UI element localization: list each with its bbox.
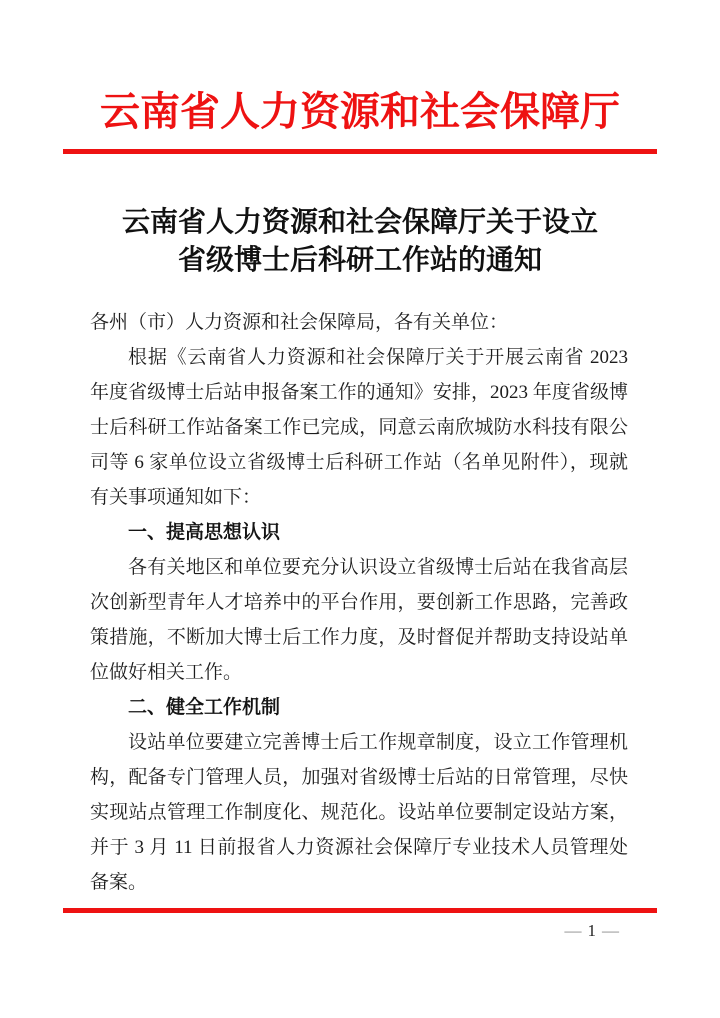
agency-masthead <box>0 0 720 132</box>
page-number <box>559 920 626 942</box>
page-number-dash-right: — <box>602 921 619 940</box>
masthead-divider <box>63 149 657 154</box>
section-2-paragraph: 设站单位要建立完善博士后工作规章制度，设立工作管理机构，配备专门管理人员，加强对省级博士后站的日常管理，尽快实现站点管理工作制度化、规范化。设站单位要制定设站方案，并于 3 月 11 日前报省人力资源社会保障厅专业技术人员管理处备案。 <box>90 732 628 893</box>
section-1-paragraph: 各有关地区和单位要充分认识设立省级博士后站在我省高层次创新型青年人才培养中的平台作用，要创新工作思路，完善政策措施，不断加大博士后工作力度，及时督促并帮助支持设站单位做好相关工作。 <box>90 557 628 683</box>
document-title <box>0 204 720 280</box>
section-2-heading: 二、健全工作机制 <box>128 697 281 718</box>
page-number-dash-left: — <box>564 921 582 940</box>
page-number-value: 1 <box>587 921 596 940</box>
footer-divider <box>63 908 657 913</box>
agency-name: 云南省人力资源和社会保障厅 <box>100 89 620 134</box>
salutation: 各州（市）人力资源和社会保障局，各有关单位： <box>90 312 509 333</box>
section-1-heading: 一、提高思想认识 <box>128 522 281 543</box>
document-body <box>90 305 628 900</box>
document-title-line-2: 省级博士后科研工作站的通知 <box>177 245 542 276</box>
document-title-line-1: 云南省人力资源和社会保障厅关于设立 <box>121 207 598 238</box>
intro-paragraph: 根据《云南省人力资源和社会保障厅关于开展云南省 2023 年度省级博士后站申报备案工作的通知》安排，2023 年度省级博士后科研工作站备案工作已完成，同意云南欣城防水科技有限公司等 6 家单位设立省级博士后科研工作站（名单见附件），现就有关事项通知如下： <box>90 347 628 508</box>
